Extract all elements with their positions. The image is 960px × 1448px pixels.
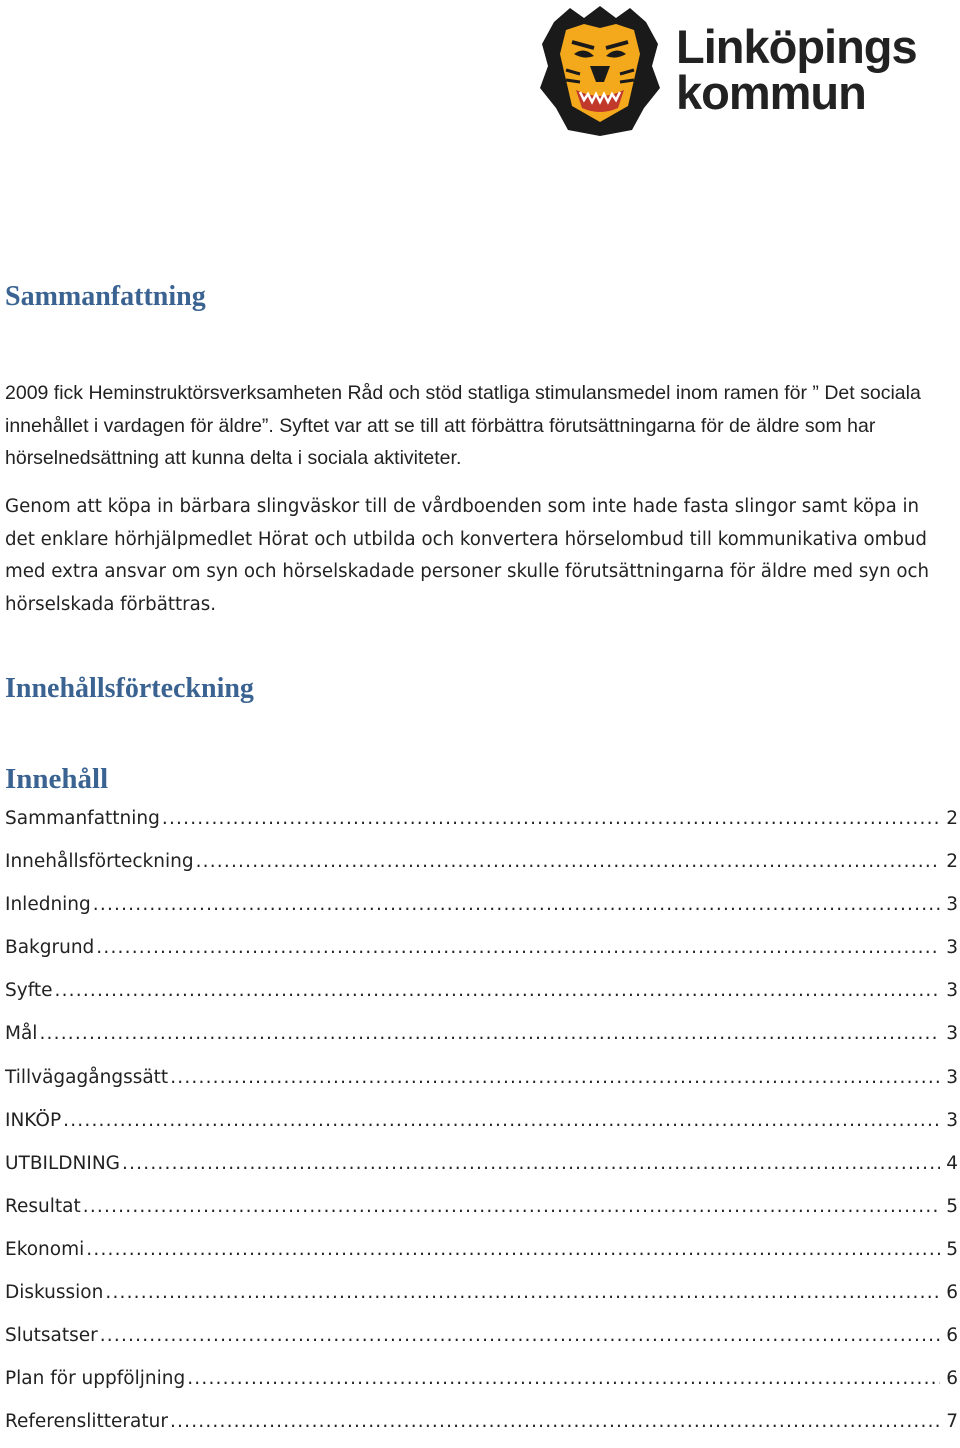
toc-entry-title: Mål [5, 1023, 38, 1045]
toc-leader-dots [122, 1147, 940, 1190]
toc-entry-title: Diskussion [5, 1282, 104, 1304]
toc-entry[interactable] [5, 974, 958, 1017]
toc-entry-page: 3 [946, 1023, 958, 1045]
lion-head-icon [532, 4, 668, 136]
logo-wordmark [676, 20, 917, 119]
toc-entry[interactable] [5, 1405, 958, 1448]
toc-entry[interactable] [5, 1276, 958, 1319]
table-of-contents [5, 802, 958, 1448]
toc-entry[interactable] [5, 1061, 958, 1104]
toc-entry[interactable] [5, 1147, 958, 1190]
toc-entry-page: 5 [946, 1195, 958, 1217]
toc-leader-dots [55, 974, 941, 1017]
toc-entry-page: 2 [946, 851, 958, 873]
toc-leader-dots [105, 1276, 940, 1319]
toc-entry-page: 3 [946, 1109, 958, 1131]
toc-entry-page: 3 [946, 937, 958, 959]
toc-entry-title: Slutsatser [5, 1325, 98, 1347]
toc-leader-dots [86, 1233, 940, 1276]
toc-entry[interactable] [5, 845, 958, 888]
toc-leader-dots [170, 1405, 940, 1448]
toc-leader-dots [93, 888, 940, 931]
toc-entry[interactable] [5, 931, 958, 974]
toc-entry-title: Sammanfattning [5, 808, 160, 829]
toc-entry-page: 6 [946, 1368, 958, 1390]
toc-entry-page: 2 [946, 808, 958, 829]
toc-title: Innehåll [5, 763, 109, 795]
toc-entry-page: 7 [946, 1411, 958, 1433]
summary-paragraph-1: 2009 fick Heminstruktörsverksamheten Råd och stöd statliga stimulansmedel inom ramen för ” Det sociala innehållet i vardagen för äldre”. Syftet var att se till att förbättra förutsättningarna för de äldre som har hörselnedsättning att kunna delta i sociala aktiviteter. [5, 382, 921, 469]
toc-entry-title: Tillvägagångssätt [5, 1066, 169, 1088]
toc-leader-dots [196, 845, 941, 888]
toc-entry-page: 3 [946, 894, 958, 916]
logo-text-line1: Linköpings [676, 20, 917, 73]
linkopings-kommun-logo [532, 4, 960, 136]
toc-leader-dots [100, 1319, 941, 1362]
toc-leader-dots [63, 1104, 940, 1147]
toc-entry[interactable] [5, 802, 958, 845]
toc-leader-dots [39, 1017, 940, 1060]
toc-leader-dots [83, 1190, 940, 1233]
toc-entry-title: Resultat [5, 1195, 81, 1217]
toc-entry[interactable] [5, 888, 958, 931]
toc-entry[interactable] [5, 1319, 958, 1362]
toc-entry-title: Inledning [5, 894, 91, 916]
toc-entry[interactable] [5, 1017, 958, 1060]
toc-leader-dots [170, 1061, 940, 1104]
toc-entry-title: Referenslitteratur [5, 1411, 168, 1433]
toc-entry-page: 6 [946, 1325, 958, 1347]
toc-entry-page: 3 [946, 980, 958, 1002]
toc-leader-dots [96, 931, 940, 974]
toc-entry-page: 3 [946, 1066, 958, 1088]
toc-leader-dots [187, 1362, 940, 1405]
summary-heading: Sammanfattning [5, 281, 206, 312]
toc-entry-title: Innehållsförteckning [5, 851, 194, 873]
toc-entry-page: 5 [946, 1238, 958, 1260]
toc-entry-title: Syfte [5, 980, 53, 1002]
summary-paragraph-2: Genom att köpa in bärbara slingväskor till de vårdboenden som inte hade fasta slingor samt köpa in det enklare hörhjälpmedlet Hörat och utbilda och konvertera hörselombud till kommunikativa ombud med extra ansvar om syn och hörselskadade personer skulle förutsättningarna för äldre med syn och hörselskada förbättras. [5, 496, 930, 615]
toc-entry-title: Bakgrund [5, 937, 95, 959]
toc-section-heading: Innehållsförteckning [5, 673, 254, 704]
toc-entry[interactable] [5, 1233, 958, 1276]
toc-entry[interactable] [5, 1190, 958, 1233]
toc-leader-dots [162, 802, 940, 845]
toc-entry-title: Plan för uppföljning [5, 1368, 186, 1390]
toc-entry[interactable] [5, 1104, 958, 1147]
toc-entry-title: UTBILDNING [5, 1152, 121, 1174]
toc-entry-page: 4 [946, 1152, 958, 1174]
toc-entry-page: 6 [946, 1282, 958, 1304]
toc-entry-title: INKÖP [5, 1109, 62, 1131]
toc-entry[interactable] [5, 1362, 958, 1405]
toc-entry-title: Ekonomi [5, 1238, 85, 1260]
logo-text-line2: kommun [676, 66, 866, 119]
